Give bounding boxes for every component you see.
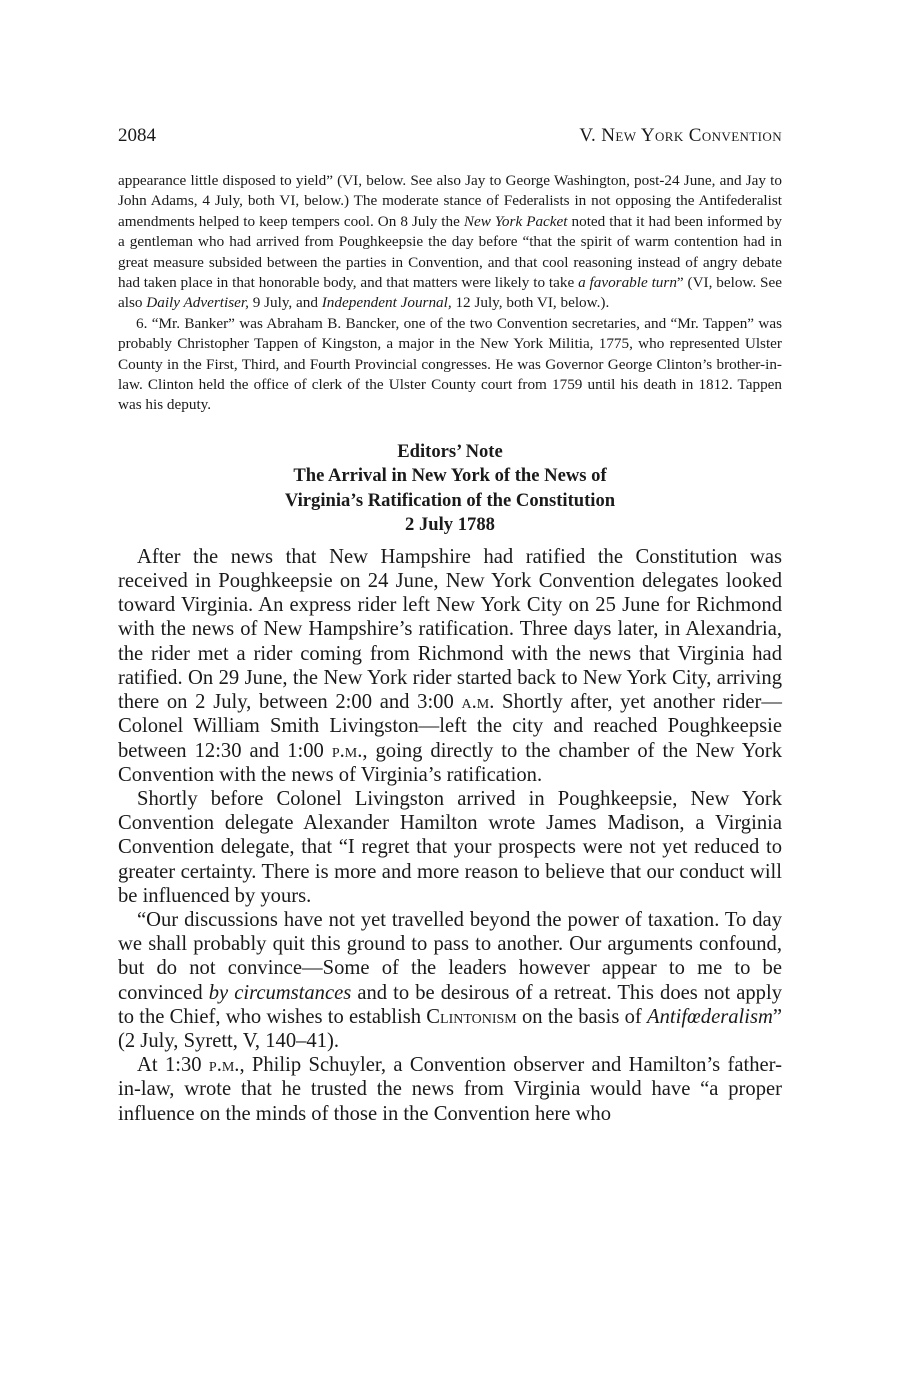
paragraph-text: ” (2 July, Syrett, V, 140–41). bbox=[118, 1005, 782, 1052]
newspaper-title: New York Packet bbox=[463, 212, 568, 230]
section-title: V. New York Convention bbox=[579, 125, 782, 146]
paragraph bbox=[118, 1053, 782, 1126]
paragraph-text: At 1:30 bbox=[137, 1054, 209, 1077]
quoted-emphasis: by circumstances bbox=[208, 981, 352, 1004]
heading-date: 2 July 1788 bbox=[405, 514, 495, 536]
paragraph-text: “Our discussions have not yet travelled beyond the power of taxation. To day we shall probably quit this ground to pass to another. Our arguments confound, but do not convince—Some of the leaders however appear to me to be convinced bbox=[118, 908, 782, 1004]
small-caps-term: Clintonism bbox=[426, 1005, 517, 1028]
paragraph-text: , Philip Schuyler, a Convention observer and Hamilton’s father-in-law, wrote that he trusted the news from Virginia would have “a proper influence on the minds of those in the Convention here who bbox=[118, 1054, 782, 1125]
paragraph: Shortly before Colonel Livingston arrived in Poughkeepsie, New York Convention delegate Alexander Hamilton wrote James Madison, a Virginia Convention delegate, that “I regret that your prospects were not yet reduced to greater certainty. There is more and more reason to believe that our conduct will be influenced by yours. bbox=[118, 787, 782, 907]
body-text bbox=[118, 545, 782, 1126]
paragraph-text: After the news that New Hampshire had ratified the Constitution was received in Poughkeepsie on 24 June, New York Convention delegates looked toward Virginia. An express rider left New York City on 25 June for Richmond with the news of New Hampshire’s ratification. Three days later, in Alexandria, the rider met a rider coming from Richmond with the news that Virginia had ratified. On 29 June, the New York rider started back to New York City, arriving there on 2 July, between 2:00 and 3:00 bbox=[118, 545, 782, 714]
heading-line: Virginia’s Ratification of the Constitution bbox=[284, 489, 616, 511]
paragraph-text: Shortly after, yet another rider—Colonel William Smith Livingston—left the city and reached Poughkeepsie between 12:30 and 1:00 bbox=[118, 691, 782, 762]
paragraph bbox=[118, 545, 782, 787]
quoted-emphasis: Antifœderalism bbox=[647, 1005, 773, 1028]
paragraph-text: on the basis of bbox=[516, 1005, 647, 1028]
note-6: 6. “Mr. Banker” was Abraham B. Bancker, one of the two Convention secretaries, and “Mr. Tappen” was probably Christopher Tappen of Kingston, a major in the New York Militia, 1775, who represented Ulster County in the First, Third, and Fourth Provincial congresses. He was Governor George Clinton’s brother-in-law. Clinton held the office of clerk of the Ulster County court from 1759 until his death in 1812. Tappen was his deputy. bbox=[118, 314, 782, 414]
editors-note-heading bbox=[118, 440, 782, 538]
paragraph bbox=[118, 908, 782, 1053]
note-text: noted that it had been informed by a gentleman who had arrived from Poughkeepsie the day before “that the spirit of warm contention had in great measure subsided between the parties in Convention, and that cool reasoning instead of angry debate had taken place in that honorable body, and that matters were likely to take bbox=[118, 212, 782, 292]
quoted-emphasis: a favorable turn bbox=[578, 274, 677, 292]
paragraph-text: , going directly to the chamber of the New York Convention with the news of Virginia’s ratification. bbox=[118, 739, 782, 786]
footnotes bbox=[118, 171, 782, 416]
note-continuation bbox=[118, 171, 782, 314]
note-text: 12 July, both VI, below.). bbox=[451, 294, 610, 312]
newspaper-title: Daily Advertiser, bbox=[146, 294, 249, 312]
note-text: ” (VI, below. See also bbox=[118, 274, 782, 312]
time-abbrev: p.m. bbox=[331, 739, 363, 762]
time-abbrev: a.m. bbox=[461, 691, 495, 714]
heading-line: The Arrival in New York of the News of bbox=[293, 465, 607, 487]
book-page bbox=[118, 124, 782, 1126]
time-abbrev: p.m. bbox=[208, 1054, 240, 1077]
paragraph-text: and to be desirous of a retreat. This does not apply to the Chief, who wishes to establish bbox=[118, 981, 782, 1028]
running-head bbox=[118, 124, 782, 148]
note-text: 9 July, and bbox=[248, 294, 322, 312]
page-number: 2084 bbox=[118, 125, 156, 146]
heading-line: Editors’ Note bbox=[397, 440, 503, 462]
note-text: appearance little disposed to yield” (VI, below. See also Jay to George Washington, post-24 June, and Jay to John Adams, 4 July, both VI, below.) The moderate stance of Federalists in not opposing the Antifederalist amendments helped to keep tempers cool. On 8 July the bbox=[118, 172, 782, 230]
newspaper-title: Independent Journal, bbox=[321, 294, 452, 312]
